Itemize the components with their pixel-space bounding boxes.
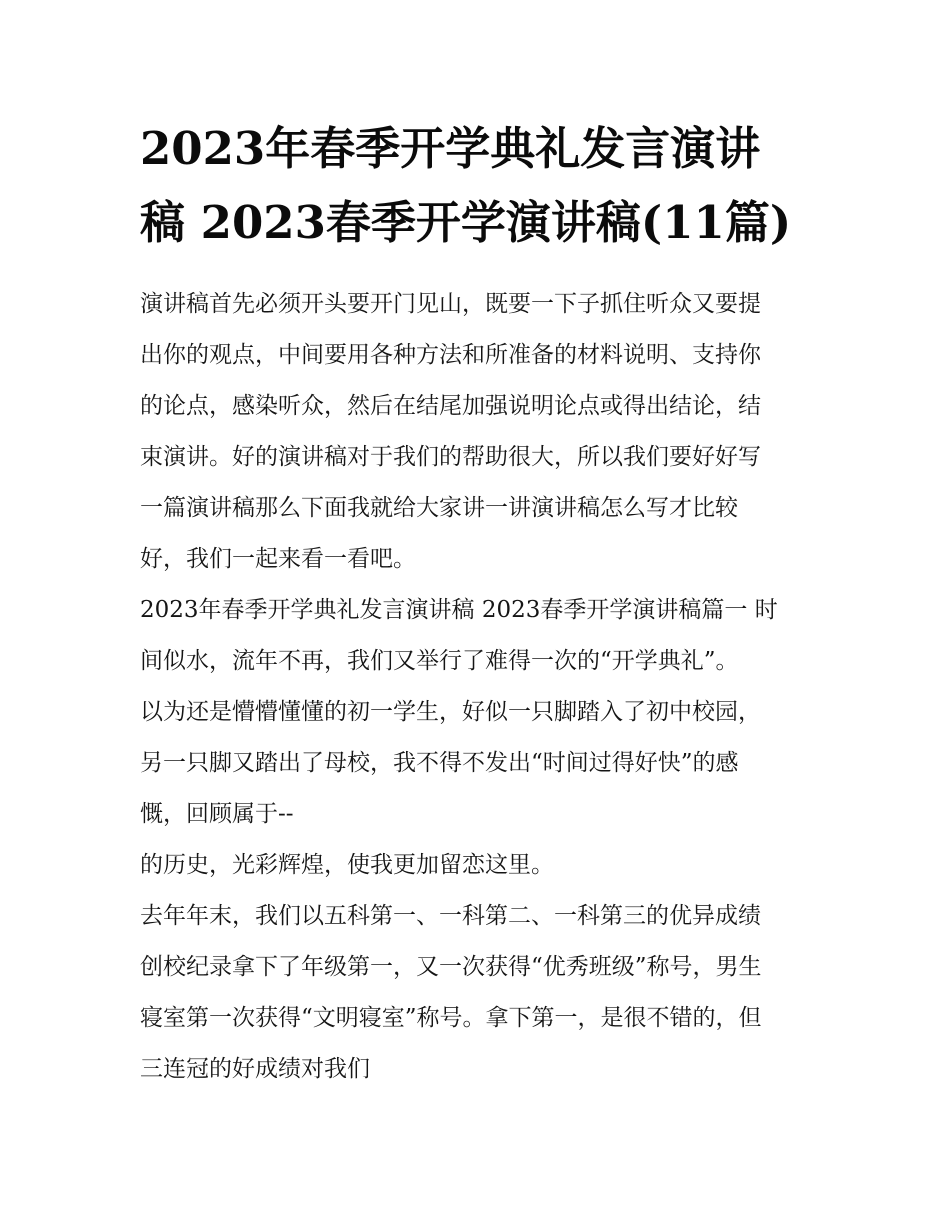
body-line-7: 2023年春季开学典礼发言演讲稿 2023春季开学演讲稿篇一 时 xyxy=(140,597,778,623)
title-line-1: 2023年春季开学典礼发言演讲 xyxy=(140,122,761,175)
body-line-12: 的历史，光彩辉煌，使我更加留恋这里。 xyxy=(140,852,554,878)
body-line-14: 创校纪录拿下了年级第一，又一次获得“优秀班级”称号，男生 xyxy=(140,954,762,980)
body-line-5: 一篇演讲稿那么下面我就给大家讲一讲演讲稿怎么写才比较 xyxy=(140,495,738,521)
body-line-8: 间似水，流年不再，我们又举行了难得一次的“开学典礼”。 xyxy=(140,648,739,674)
body-line-9: 以为还是懵懵懂懂的初一学生，好似一只脚踏入了初中校园， xyxy=(140,699,761,725)
body-line-15: 寝室第一次获得“文明寝室”称号。拿下第一，是很不错的，但 xyxy=(140,1005,762,1031)
body-line-3: 的论点，感染听众，然后在结尾加强说明论点或得出结论，结 xyxy=(140,393,761,419)
body-line-4: 束演讲。好的演讲稿对于我们的帮助很大，所以我们要好好写 xyxy=(140,444,761,470)
document-body xyxy=(140,279,830,1095)
body-line-10: 另一只脚又踏出了母校，我不得不发出“时间过得好快”的感 xyxy=(140,750,739,776)
document-title xyxy=(140,112,830,260)
body-line-11: 慨，回顾属于-- xyxy=(140,801,294,827)
title-line-2: 稿 2023春季开学演讲稿(11篇) xyxy=(140,196,792,249)
body-line-1: 演讲稿首先必须开头要开门见山，既要一下子抓住听众又要提 xyxy=(140,291,761,317)
body-line-16: 三连冠的好成绩对我们 xyxy=(140,1056,370,1082)
body-line-6: 好，我们一起来看一看吧。 xyxy=(140,546,416,572)
body-line-2: 出你的观点，中间要用各种方法和所准备的材料说明、支持你 xyxy=(140,342,761,368)
body-line-13: 去年年末，我们以五科第一、一科第二、一科第三的优异成绩 xyxy=(140,903,761,929)
